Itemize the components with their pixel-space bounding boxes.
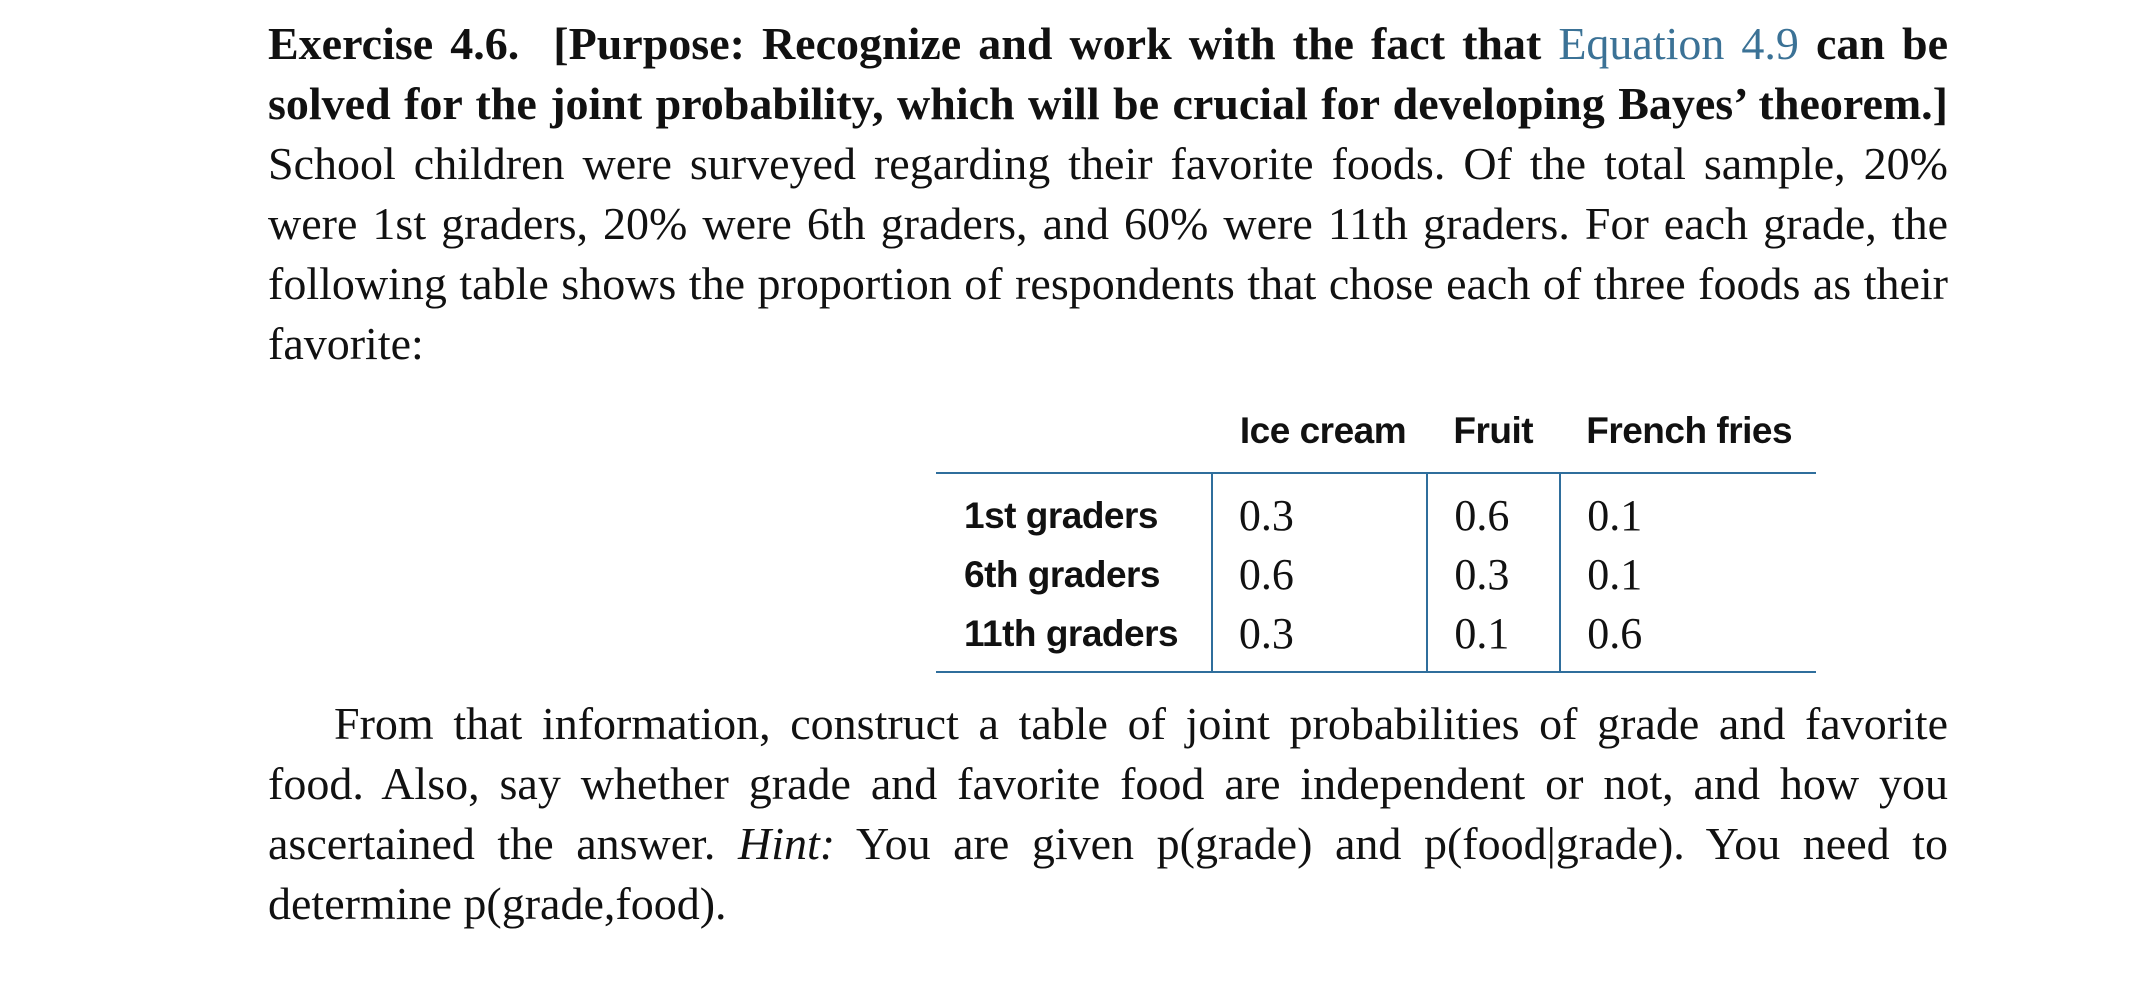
row-label-1st-graders: 1st graders xyxy=(964,495,1158,536)
cell-11th-french-fries: 0.6 xyxy=(1560,604,1816,672)
table-row xyxy=(936,604,1816,672)
table-header-row xyxy=(936,404,1816,473)
cell-1st-french-fries: 0.1 xyxy=(1560,473,1816,545)
cell-11th-ice-cream: 0.3 xyxy=(1212,604,1427,672)
header-fruit: Fruit xyxy=(1453,410,1534,451)
exercise-label: Exercise 4.6. xyxy=(268,18,520,69)
cell-11th-fruit: 0.1 xyxy=(1427,604,1560,672)
table-row xyxy=(936,473,1816,545)
purpose-close: can be solved for the joint probability, which will be crucial for developing Bayes’ theorem.] xyxy=(268,18,1948,129)
hint-label: Hint: xyxy=(738,818,836,869)
row-label-11th-graders: 11th graders xyxy=(964,613,1179,654)
followup-text: From that information, construct a table of joint probabilities of grade and favorite food. Also, say whether grade and favorite food are independent or not, and how you ascertained the answer. xyxy=(268,698,1948,869)
hint-text: You are given p(grade) and p(food|grade). You need to determine p(grade,food). xyxy=(268,818,1948,929)
cell-1st-fruit: 0.6 xyxy=(1427,473,1560,545)
header-french-fries: French fries xyxy=(1586,410,1793,451)
cell-6th-fruit: 0.3 xyxy=(1427,545,1560,604)
cell-6th-french-fries: 0.1 xyxy=(1560,545,1816,604)
table-header-corner xyxy=(936,404,1212,473)
cell-6th-ice-cream: 0.6 xyxy=(1212,545,1427,604)
equation-link[interactable]: Equation 4.9 xyxy=(1558,18,1799,69)
exercise-page xyxy=(268,14,1948,929)
followup-paragraph xyxy=(268,694,1948,934)
exercise-paragraph xyxy=(268,14,1948,374)
conditional-probability-table-wrap xyxy=(936,404,1816,673)
row-label-6th-graders: 6th graders xyxy=(964,554,1161,595)
conditional-probability-table xyxy=(936,404,1816,673)
purpose-open: [Purpose: Recognize and work with the fact that xyxy=(553,18,1559,69)
header-ice-cream: Ice cream xyxy=(1239,410,1407,451)
intro-text: School children were surveyed regarding their favorite foods. Of the total sample, 20% were 1st graders, 20% were 6th graders, and 60% were 11th graders. For each grade, the following table shows the proportion of respondents that chose each of three foods as their favorite: xyxy=(268,138,1948,369)
cell-1st-ice-cream: 0.3 xyxy=(1212,473,1427,545)
table-row xyxy=(936,545,1816,604)
